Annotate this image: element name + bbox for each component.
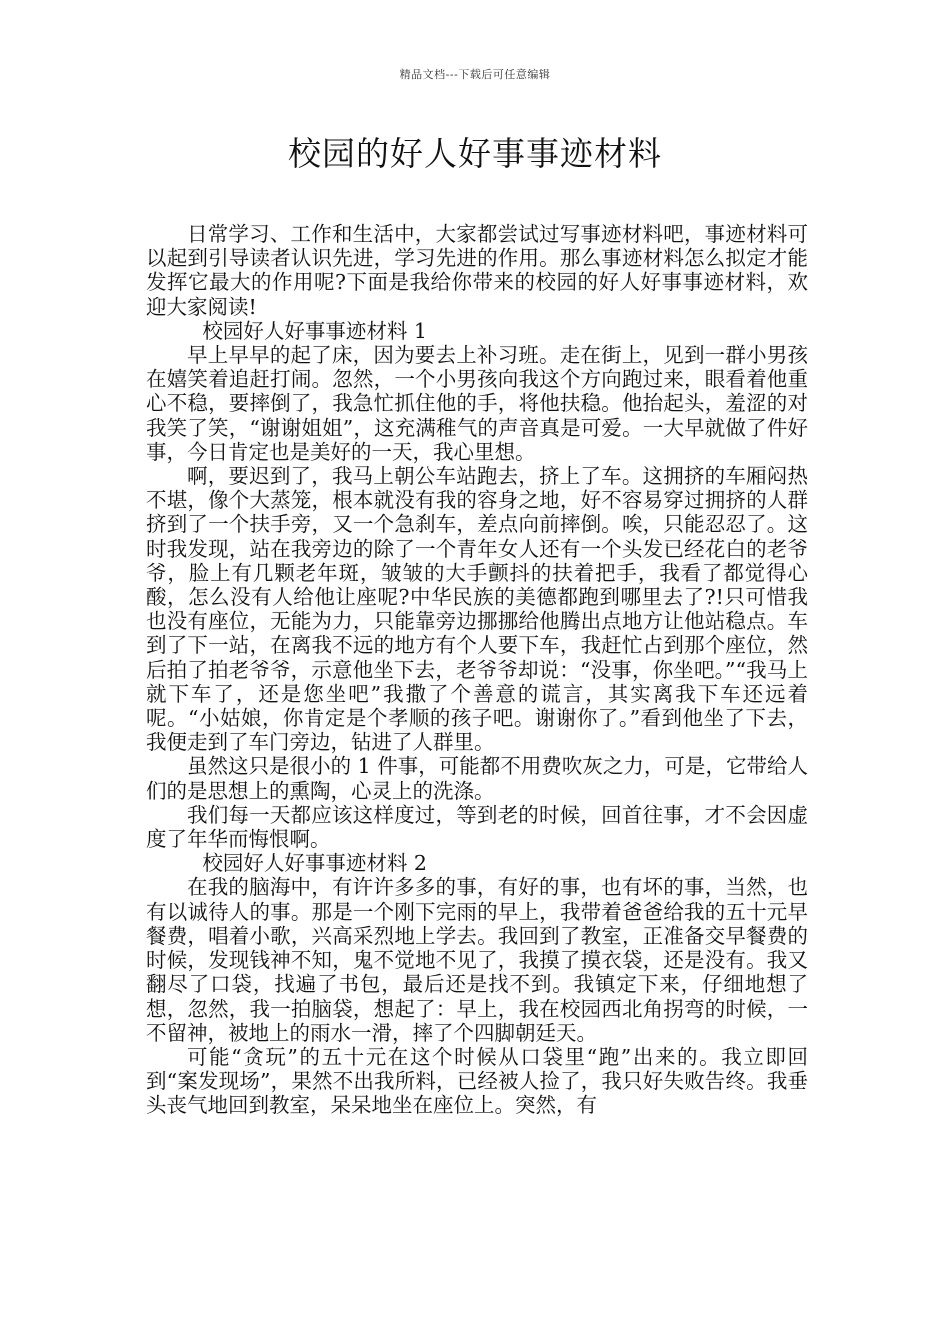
body-paragraph: 可能“贪玩”的五十元在这个时候从口袋里“跑”出来的。我立即回到“案发现场”，果然不出我所料，已经被人捡了，我只好失败告终。我垂头丧气地回到教室，呆呆地坐在座位上。突然，有 — [146, 1044, 808, 1118]
body-paragraph: 啊，要迟到了，我马上朝公车站跑去，挤上了车。这拥挤的车厢闷热不堪，像个大蒸笼，根本就没有我的容身之地，好不容易穿过拥挤的人群挤到了一个扶手旁，又一个急刹车，差点向前摔倒。唉，只能忍忍了。这时我发现，站在我旁边的除了一个青年女人还有一个头发已经花白的老爷爷，脸上有几颗老年斑，皱皱的大手颤抖的扶着把手，我看了都觉得心酸，怎么没有人给他让座呢?中华民族的美德都跑到哪里去了?!只可惜我也没有座位，无能为力，只能靠旁边挪挪给他腾出点地方让他站稳点。车到了下一站，在离我不远的地方有个人要下车，我赶忙占到那个座位，然后拍了拍老爷爷，示意他坐下去，老爷爷却说：“没事，你坐吧。”“我马上就下车了，还是您坐吧”我撒了个善意的谎言，其实离我下车还远着呢。“小姑娘，你肯定是个孝顺的孩子吧。谢谢你了。”看到他坐了下去，我便走到了车门旁边，钻进了人群里。 — [146, 464, 808, 755]
body-paragraph: 我们每一天都应该这样度过，等到老的时候，回首往事，才不会因虚度了年华而悔恨啊。 — [146, 802, 808, 852]
section-heading: 校园好人好事事迹材料 1 — [202, 318, 427, 343]
body-paragraph: 日常学习、工作和生活中，大家都尝试过写事迹材料吧，事迹材料可以起到引导读者认识先进，学习先进的作用。那么事迹材料怎么拟定才能发挥它最大的作用呢?下面是我给你带来的校园的好人好事事迹材料，欢迎大家阅读! — [146, 222, 808, 319]
document-body — [146, 222, 808, 1118]
body-paragraph: 虽然这只是很小的 1 件事，可能都不用费吹灰之力，可是，它带给人们的是思想上的熏陶，心灵上的洗涤。 — [146, 754, 808, 803]
page-header-note: 精品文档---下载后可任意编辑 — [399, 68, 551, 81]
body-paragraph: 在我的脑海中，有许许多多的事，有好的事，也有坏的事，当然，也有以诚待人的事。那是一个刚下完雨的早上，我带着爸爸给我的五十元早餐费，唱着小歌，兴高采烈地上学去。我回到了教室，正准备交早餐费的时候，发现钱神不知，鬼不觉地不见了，我摸了摸衣袋，还是没有。我又翻尽了口袋，找遍了书包，最后还是找不到。我镇定下来，仔细地想了想，忽然，我一拍脑袋，想起了：早上，我在校园西北角拐弯的时候，一不留神，被地上的雨水一滑，摔了个四脚朝廷天。 — [146, 875, 808, 1045]
body-paragraph: 早上早早的起了床，因为要去上补习班。走在街上，见到一群小男孩在嬉笑着追赶打闹。忽然，一个小男孩向我这个方向跑过来，眼看着他重心不稳，要摔倒了，我急忙抓住他的手，将他扶稳。他抬起头，羞涩的对我笑了笑，“谢谢姐姐”，这充满稚气的声音真是可爱。一大早就做了件好事，今日肯定也是美好的一天，我心里想。 — [146, 343, 808, 464]
section-heading: 校园好人好事事迹材料 2 — [202, 851, 427, 876]
document-title: 校园的好人好事事迹材料 — [288, 134, 662, 173]
